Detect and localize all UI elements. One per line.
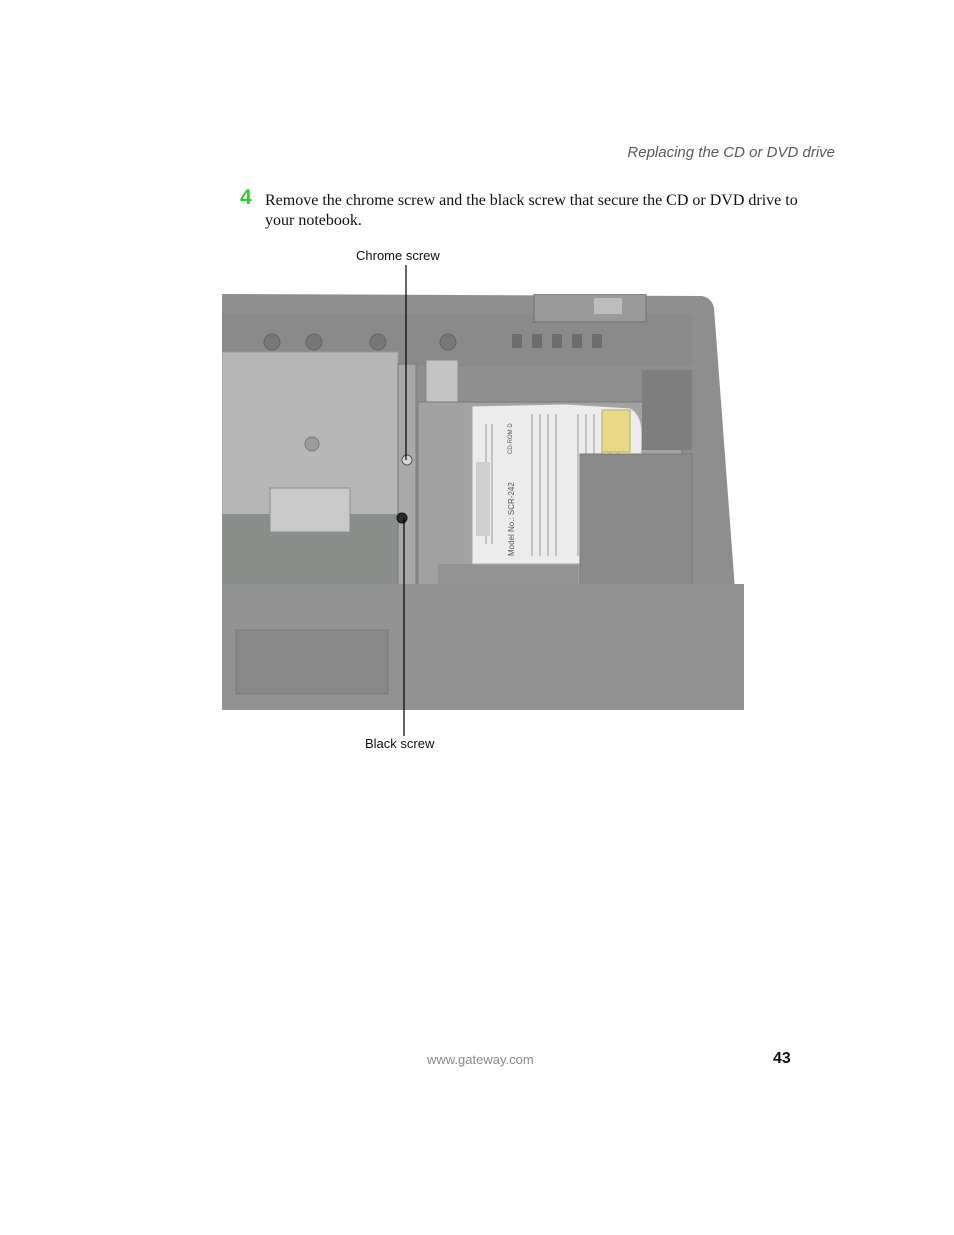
running-header: Replacing the CD or DVD drive xyxy=(627,144,835,161)
footer-url: www.gateway.com xyxy=(427,1052,534,1067)
chrome-screw-callout: Chrome screw xyxy=(356,248,440,263)
label-model: Model No.: SCR-242 xyxy=(507,482,516,556)
step-instruction: Remove the chrome screw and the black screw that secure the CD or DVD drive to your notebook. xyxy=(265,192,798,229)
black-screw-callout: Black screw xyxy=(365,736,435,751)
page-number: 43 xyxy=(773,1050,791,1067)
step-number: 4 xyxy=(240,186,252,209)
label-type: CD-ROM D xyxy=(508,423,514,454)
